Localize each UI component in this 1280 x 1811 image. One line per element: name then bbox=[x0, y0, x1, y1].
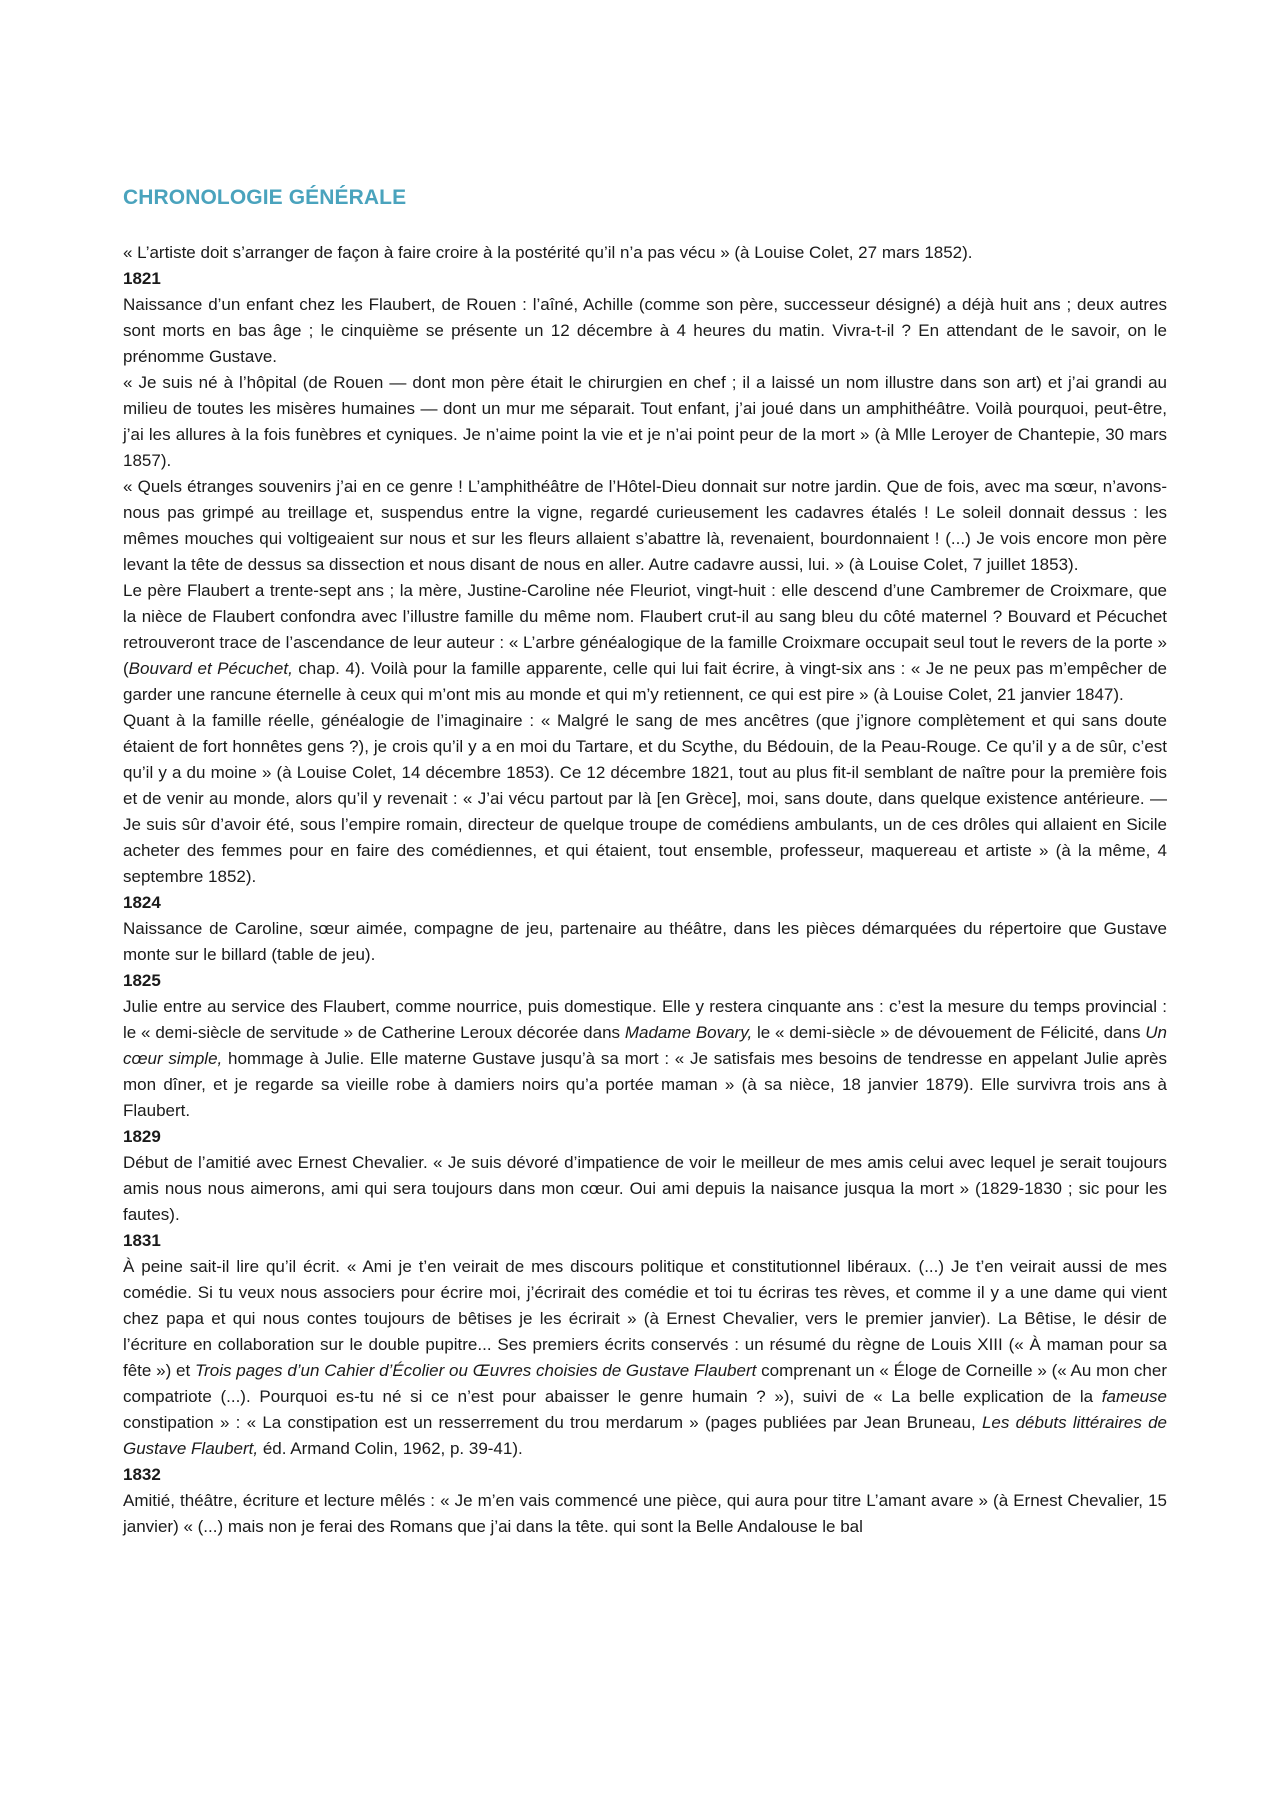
year-heading: 1832 bbox=[123, 1465, 161, 1484]
italic-title: Trois pages d’un Cahier d’Écolier ou Œuvres choisies de Gustave Flaubert bbox=[194, 1361, 757, 1380]
text-segment: Amitié, théâtre, écriture et lecture mêlés : « Je m’en vais commencé une pièce, qui aura pour titre L’amant avare » (à Ernest Chevalier, 15 janvier) « (...) mais non je ferai des Romans que j’ai dans la tête. qui sont la Belle Andalouse le bal bbox=[123, 1491, 1167, 1536]
italic-title: Les débuts littéraires de Gustave Flaubert, bbox=[123, 1413, 1167, 1458]
text-segment: À peine sait-il lire qu’il écrit. « Ami je t’en veirait de mes discours politique et constitutionnel libéraux. (...) Je t’en veirait aussi de mes comédie. Si tu veux nous associers pour écrire moi, j’écrirait des comédie et toi tu écriras tes rèves, et comme il y a une dame qui vient chez papa et qui nous contes toujours de bêtises je les écrirait » (à Ernest Chevalier, vers le premier janvier). La Bêtise, le désir de l’écriture en collaboration sur le double pupitre... Ses premiers écrits conservés : un résumé du règne de Louis XIII (« À maman pour sa fête ») et bbox=[123, 1257, 1167, 1380]
text-segment: « Quels étranges souvenirs j’ai en ce genre ! L’amphithéâtre de l’Hôtel-Dieu donnait sur notre jardin. Que de fois, avec ma sœur, n’avons-nous pas grimpé au treillage et, suspendus entre la vigne, regardé curieusement les cadavres étalés ! Le soleil donnait dessus : les mêmes mouches qui voltigeaient sur nous et sur les fleurs allaient s’abattre là, revenaient, bourdonnaient ! (...) Je vois encore mon père levant la tête de dessus sa dissection et nous disant de nous en aller. Autre cadavre aussi, lui. » (à Louise Colet, 7 juillet 1853). bbox=[123, 477, 1167, 574]
text-segment: Julie entre au service des Flaubert, comme nourrice, puis domestique. Elle y restera cinquante ans : c’est la mesure du temps provincial : le « demi-siècle de servitude » de Catherine Leroux décorée dans bbox=[123, 997, 1167, 1042]
paragraph bbox=[123, 1254, 1167, 1462]
paragraph bbox=[123, 994, 1167, 1124]
text-segment: « Je suis né à l’hôpital (de Rouen — dont mon père était le chirurgien en chef ; il a laissé un nom illustre dans son art) et j’ai grandi au milieu de toutes les misères humaines — dont un mur me séparait. Tout enfant, j’ai joué dans un amphithéâtre. Voilà pourquoi, peut-être, j’ai les allures à la fois funèbres et cyniques. Je n’aime point la vie et je n’ai point peur de la mort » (à Mlle Leroyer de Chantepie, 30 mars 1857). bbox=[123, 373, 1167, 470]
paragraph bbox=[123, 916, 1167, 968]
chronology-text bbox=[123, 240, 1167, 1540]
page-title: CHRONOLOGIE GÉNÉRALE bbox=[123, 186, 407, 209]
paragraph bbox=[123, 1150, 1167, 1228]
text-segment: Naissance de Caroline, sœur aimée, compagne de jeu, partenaire au théâtre, dans les pièces démarquées du répertoire que Gustave monte sur le billard (table de jeu). bbox=[123, 919, 1167, 964]
paragraph bbox=[123, 474, 1167, 578]
paragraph bbox=[123, 370, 1167, 474]
italic-title: Bouvard et Pécuchet, bbox=[128, 659, 293, 678]
paragraph bbox=[123, 292, 1167, 370]
year-heading: 1825 bbox=[123, 971, 161, 990]
paragraph bbox=[123, 578, 1167, 708]
text-segment: Naissance d’un enfant chez les Flaubert, de Rouen : l’aîné, Achille (comme son père, successeur désigné) a déjà huit ans ; deux autres sont morts en bas âge ; le cinquième se présente un 12 décembre à 4 heures du matin. Vivra-t-il ? En attendant de le savoir, on le prénomme Gustave. bbox=[123, 295, 1167, 366]
year-heading: 1829 bbox=[123, 1127, 161, 1146]
text-segment: le « demi-siècle » de dévouement de Félicité, dans bbox=[752, 1023, 1146, 1042]
text-segment: chap. 4). Voilà pour la famille apparente, celle qui lui fait écrire, à vingt-six ans : « Je ne peux pas m’empêcher de garder une rancune éternelle à ceux qui m’ont mis au monde et qui m’y retiennent, ce qui est pire » (à Louise Colet, 21 janvier 1847). bbox=[123, 659, 1167, 704]
text-segment: comprenant un « Éloge de Corneille » (« Au mon cher compatriote (...). Pourquoi es-tu né si ce n’est pour abaisser le genre humain ? »), suivi de « La belle explication de la bbox=[123, 1361, 1167, 1406]
text-segment: constipation » : « La constipation est un resserrement du trou merdarum » (pages publiées par Jean Bruneau, bbox=[123, 1413, 982, 1432]
paragraph bbox=[123, 240, 1167, 266]
paragraph bbox=[123, 1488, 1167, 1540]
document-body bbox=[123, 183, 1167, 1540]
text-segment: éd. Armand Colin, 1962, p. 39-41). bbox=[258, 1439, 523, 1458]
year-heading: 1831 bbox=[123, 1231, 161, 1250]
year-heading: 1821 bbox=[123, 269, 161, 288]
text-segment: hommage à Julie. Elle materne Gustave jusqu’à sa mort : « Je satisfais mes besoins de tendresse en appelant Julie après mon dîner, et je regarde sa vieille robe à damiers noirs qu’a portée maman » (à sa nièce, 18 janvier 1879). Elle survivra trois ans à Flaubert. bbox=[123, 1049, 1168, 1120]
italic-title: Madame Bovary, bbox=[624, 1023, 753, 1042]
year-heading: 1824 bbox=[123, 893, 161, 912]
paragraph bbox=[123, 708, 1167, 890]
italic-title: Un cœur simple, bbox=[123, 1023, 1167, 1068]
italic-title: fameuse bbox=[1101, 1387, 1167, 1406]
text-segment: Début de l’amitié avec Ernest Chevalier. « Je suis dévoré d’impatience de voir le meilleur de mes amis celui avec lequel je serait toujours amis nous nous aimerons, ami qui sera toujours dans mon cœur. Oui ami depuis la naisance jusqua la mort » (1829-1830 ; sic pour les fautes). bbox=[123, 1153, 1167, 1224]
text-segment: « L’artiste doit s’arranger de façon à faire croire à la postérité qu’il n’a pas vécu » (à Louise Colet, 27 mars 1852). bbox=[123, 243, 973, 262]
text-segment: Quant à la famille réelle, généalogie de l’imaginaire : « Malgré le sang de mes ancêtres (que j’ignore complètement et qui sans doute étaient de fort honnêtes gens ?), je crois qu’il y a en moi du Tartare, et du Scythe, du Bédouin, de la Peau-Rouge. Ce qu’il y a de sûr, c’est qu’il y a du moine » (à Louise Colet, 14 décembre 1853). Ce 12 décembre 1821, tout au plus fit-il semblant de naître pour la première fois et de venir au monde, alors qu’il y revenait : « J’ai vécu partout par là [en Grèce], moi, sans doute, dans quelque existence antérieure. — Je suis sûr d’avoir été, sous l’empire romain, directeur de quelque troupe de comédiens ambulants, un de ces drôles qui allaient en Sicile acheter des femmes pour en faire des comédiennes, et qui étaient, tout ensemble, professeur, maquereau et artiste » (à la même, 4 septembre 1852). bbox=[123, 711, 1167, 886]
text-segment: Le père Flaubert a trente-sept ans ; la mère, Justine-Caroline née Fleuriot, vingt-huit : elle descend d’une Cambremer de Croixmare, que la nièce de Flaubert confondra avec l’illustre famille du même nom. Flaubert crut-il au sang bleu du côté maternel ? Bouvard et Pécuchet retrouveront trace de l’ascendance de leur auteur : « L’arbre généalogique de la famille Croixmare occupait seul tout le revers de la porte » ( bbox=[123, 581, 1167, 678]
